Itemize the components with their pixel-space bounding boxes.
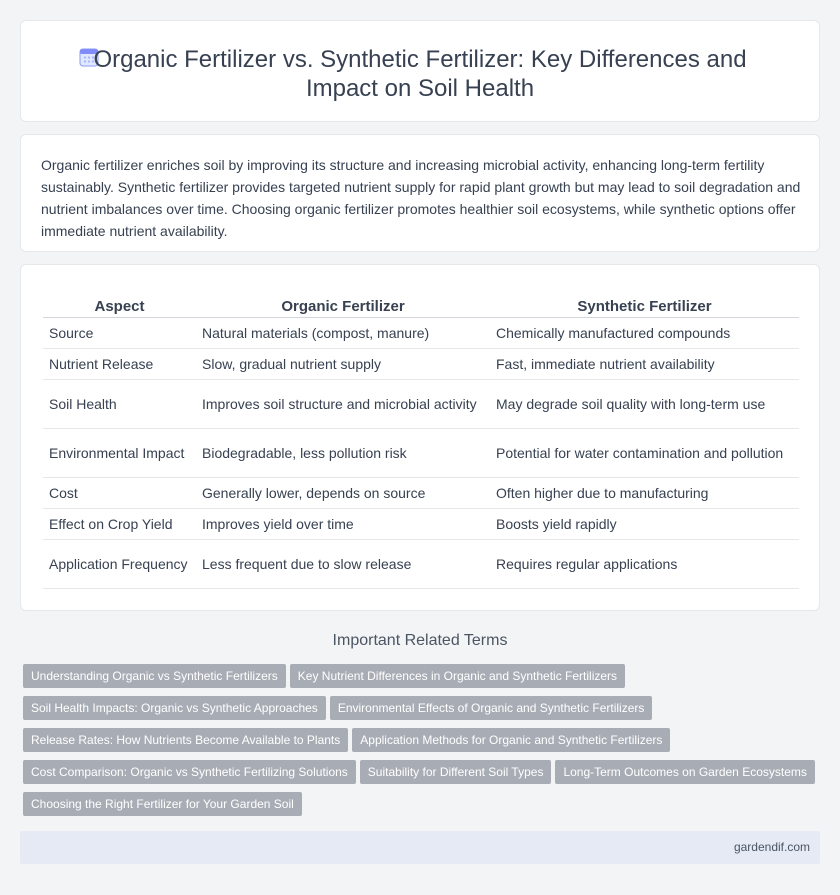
table-cell-synthetic: Often higher due to manufacturing <box>490 478 799 509</box>
footer <box>20 831 820 864</box>
table-cell-organic: Generally lower, depends on source <box>196 478 490 509</box>
table-cell-synthetic: Requires regular applications <box>490 540 799 589</box>
header-organic: Organic Fertilizer <box>196 293 490 318</box>
related-term-tag[interactable]: Suitability for Different Soil Types <box>360 760 552 784</box>
related-term-tag[interactable]: Key Nutrient Differences in Organic and Synthetic Fertilizers <box>290 664 625 688</box>
related-term-tag[interactable]: Cost Comparison: Organic vs Synthetic Fertilizing Solutions <box>23 760 356 784</box>
summary-card <box>20 134 820 252</box>
header-aspect: Aspect <box>43 293 196 318</box>
table-cell-synthetic: Potential for water contamination and pollution <box>490 429 799 478</box>
related-term-tag[interactable]: Soil Health Impacts: Organic vs Synthetic Approaches <box>23 696 326 720</box>
table-cell-synthetic: Chemically manufactured compounds <box>490 318 799 349</box>
table-row <box>43 429 799 478</box>
table-cell-synthetic: May degrade soil quality with long-term use <box>490 380 799 429</box>
footer-site-link[interactable]: gardendif.com <box>733 840 810 854</box>
related-terms-heading: Important Related Terms <box>332 632 508 649</box>
table-cell-aspect: Cost <box>43 478 196 509</box>
table-row <box>43 318 799 349</box>
table-row <box>43 509 799 540</box>
table-cell-aspect: Source <box>43 318 196 349</box>
related-term-tag[interactable]: Environmental Effects of Organic and Synthetic Fertilizers <box>330 696 653 720</box>
table-row <box>43 478 799 509</box>
related-term-tag[interactable]: Choosing the Right Fertilizer for Your Garden Soil <box>23 792 302 816</box>
table-row <box>43 349 799 380</box>
title-card <box>20 20 820 122</box>
table-cell-organic: Improves yield over time <box>196 509 490 540</box>
header-synthetic: Synthetic Fertilizer <box>490 293 799 318</box>
table-cell-aspect: Nutrient Release <box>43 349 196 380</box>
table-cell-organic: Improves soil structure and microbial activity <box>196 380 490 429</box>
table-cell-organic: Less frequent due to slow release <box>196 540 490 589</box>
table-cell-aspect: Effect on Crop Yield <box>43 509 196 540</box>
table-cell-aspect: Application Frequency <box>43 540 196 589</box>
related-term-tag[interactable]: Application Methods for Organic and Synthetic Fertilizers <box>352 728 670 752</box>
table-header-row <box>43 293 799 318</box>
page-title: Organic Fertilizer vs. Synthetic Fertilizer: Key Differences and Impact on Soil Health <box>93 46 747 102</box>
related-term-tag[interactable]: Understanding Organic vs Synthetic Fertilizers <box>23 664 286 688</box>
comparison-table-card <box>20 264 820 611</box>
table-cell-organic: Natural materials (compost, manure) <box>196 318 490 349</box>
table-cell-synthetic: Fast, immediate nutrient availability <box>490 349 799 380</box>
related-term-tag[interactable]: Release Rates: How Nutrients Become Available to Plants <box>23 728 348 752</box>
related-terms-tags <box>23 664 823 824</box>
summary-text: Organic fertilizer enriches soil by improving its structure and increasing microbial activity, enhancing long-term fertility sustainably. Synthetic fertilizer provides targeted nutrient supply for rapid plant growth but may lead to soil degradation and nutrient imbalances over time. Choosing organic fertilizer promotes healthier soil ecosystems, while synthetic options offer immediate nutrient availability. <box>41 157 801 239</box>
table-cell-organic: Slow, gradual nutrient supply <box>196 349 490 380</box>
table-cell-organic: Biodegradable, less pollution risk <box>196 429 490 478</box>
table-cell-aspect: Environmental Impact <box>43 429 196 478</box>
table-cell-synthetic: Boosts yield rapidly <box>490 509 799 540</box>
comparison-table <box>43 293 799 589</box>
related-term-tag[interactable]: Long-Term Outcomes on Garden Ecosystems <box>555 760 814 784</box>
table-row <box>43 380 799 429</box>
table-row <box>43 540 799 589</box>
table-cell-aspect: Soil Health <box>43 380 196 429</box>
